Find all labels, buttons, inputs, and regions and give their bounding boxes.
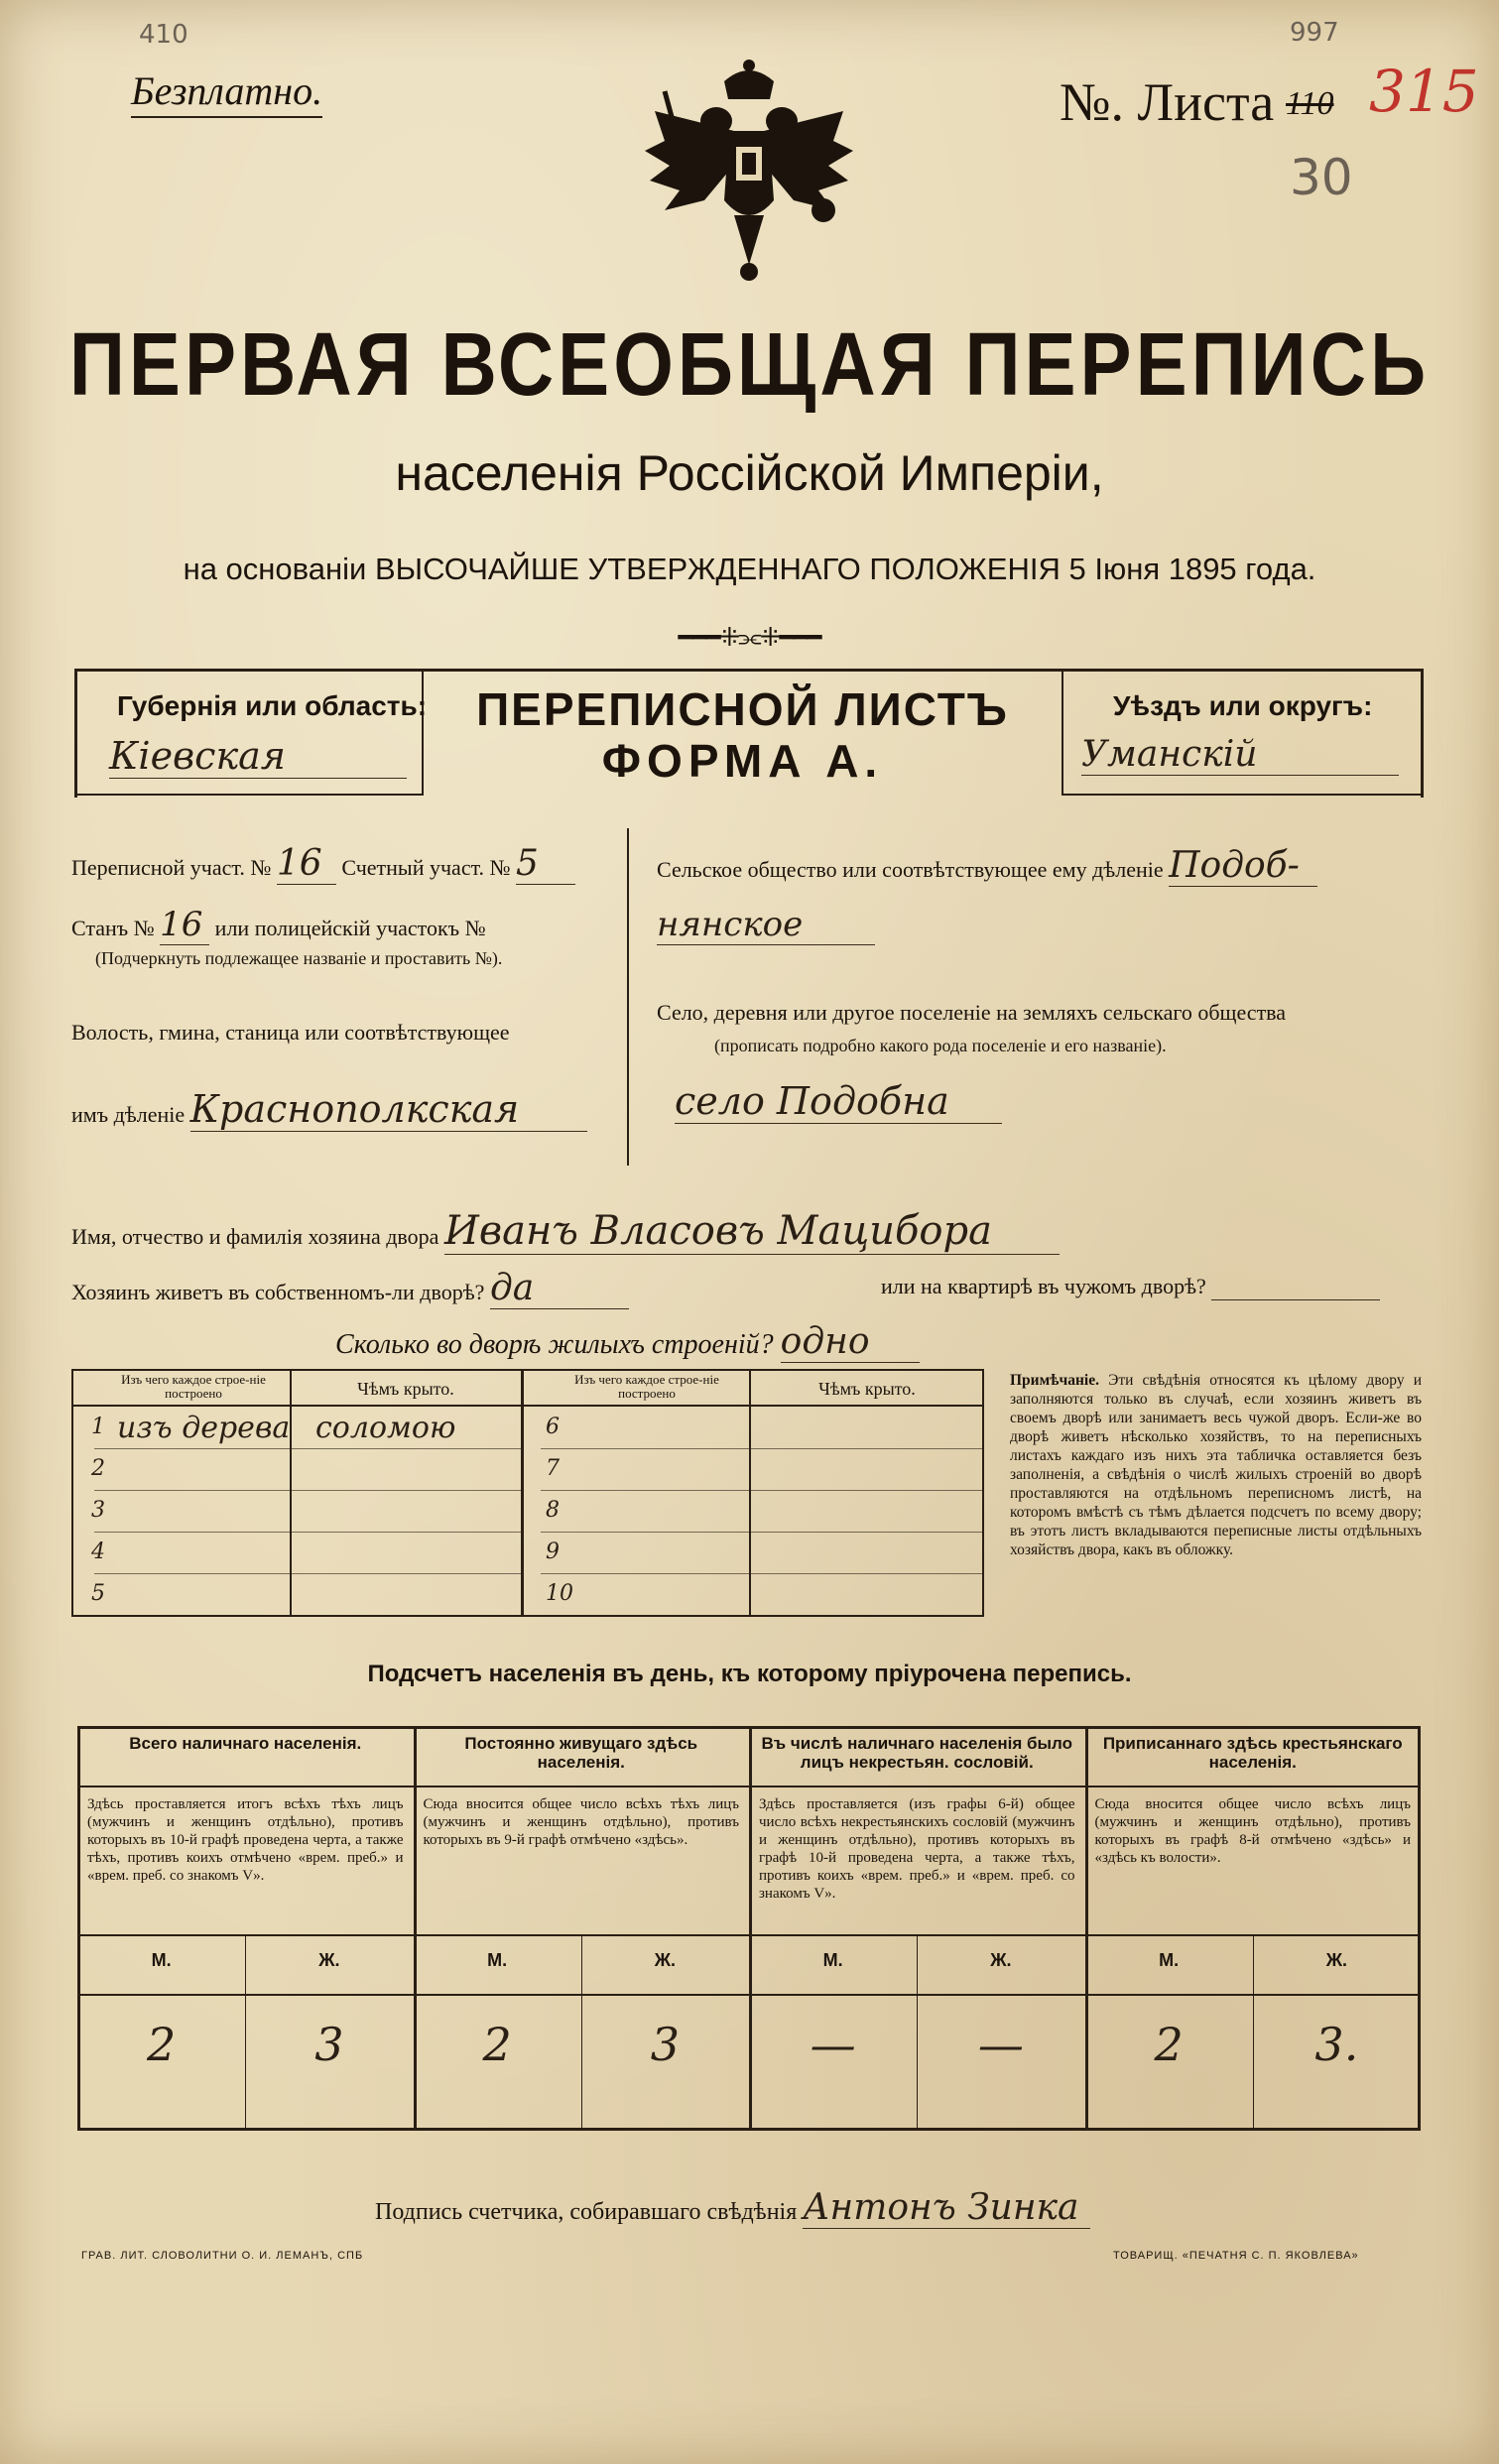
form-top-rule xyxy=(74,669,1424,672)
count-zh-value: — xyxy=(977,2018,1024,2071)
obshchestvo-value-cont: нянское xyxy=(657,905,875,945)
buildings-row-line xyxy=(94,1490,521,1491)
buildings-row-line xyxy=(541,1490,984,1491)
uezd-label: Уѣздъ или округъ: xyxy=(1113,690,1373,721)
count-zh-label: Ж. xyxy=(318,1950,340,1970)
uezd-value: Уманскій xyxy=(1081,734,1399,776)
volost-row: имъ дѣленіе Краснополкская xyxy=(71,1087,587,1132)
building-row-number: 6 xyxy=(546,1415,560,1439)
count-zh-value: 3 xyxy=(650,2018,681,2071)
count-m-label: М. xyxy=(822,1950,843,1970)
building-row-number: 1 xyxy=(91,1415,105,1439)
count-col-heading: Всего наличнаго населенія. xyxy=(129,1734,362,1753)
count-zh-label: Ж. xyxy=(990,1950,1012,1970)
building-row-number: 7 xyxy=(546,1456,560,1481)
count-m-value: 2 xyxy=(146,2018,177,2071)
sheet-no-red: 315 xyxy=(1369,58,1479,125)
col-material-right: Изъ чего каждое строе-ніе построено xyxy=(574,1372,719,1401)
imperial-eagle-emblem xyxy=(635,52,863,290)
building-row-number: 10 xyxy=(546,1581,573,1606)
col-roof-left: Чѣмъ крыто. xyxy=(357,1379,454,1399)
count-heading-line xyxy=(414,1786,750,1787)
buildings-row-line xyxy=(541,1615,984,1616)
buildings-row-line xyxy=(541,1573,984,1574)
buildings-row-line xyxy=(94,1448,521,1449)
owner-name-row: Имя, отчество и фамилія хозяина двора Иванъ Власовъ Мацибора xyxy=(71,1208,1060,1255)
col-material-left: Изъ чего каждое строе-ніе построено xyxy=(121,1372,266,1401)
corner-pencil-left: 410 xyxy=(139,20,188,50)
buildings-row-line xyxy=(541,1448,984,1449)
fields-divider xyxy=(627,828,629,1166)
selo-value: село Подобна xyxy=(675,1079,1002,1124)
count-title: Подсчетъ населенія въ день, къ которому пріурочена перепись. xyxy=(367,1661,1132,1687)
perepisnoi-value: 16 xyxy=(277,843,336,885)
selo-label: Село, деревня или другое поселеніе на земляхъ сельскаго общества xyxy=(657,1000,1287,1025)
perepisnoi-row: Переписной участ. № 16 Счетный участ. № 5 xyxy=(71,843,575,885)
sheet-no-pencil: 30 xyxy=(1290,149,1353,206)
ornament-divider: ━━━⁜⫘⁜━━━ xyxy=(678,623,820,652)
count-col-desc: Здѣсь проставляется (изъ графы 6-й) общее число всѣхъ некрестьянскихъ сословій (мужчинъ и женщинъ отдѣльно), противъ которыхъ въ графѣ 10-й проведена черта, а также тѣхъ, противъ коихъ «врем. преб.» и «врем. преб. со знакомъ V». xyxy=(759,1796,1075,1902)
building-row-number: 8 xyxy=(546,1498,560,1523)
police-note: (Подчеркнуть подлежащее названіе и проставить №). xyxy=(95,948,503,968)
page-title: ПЕРВАЯ ВСЕОБЩАЯ ПЕРЕПИСЬ xyxy=(68,313,1431,415)
count-zh-label: Ж. xyxy=(1325,1950,1348,1970)
building-roof: соломою xyxy=(315,1411,456,1445)
printer-left: ГРАВ. ЛИТ. СЛОВОЛИТНИ О. И. ЛЕМАНЪ, СПБ xyxy=(81,2250,364,2262)
schetny-value: 5 xyxy=(516,843,575,885)
building-row-number: 2 xyxy=(91,1456,105,1481)
form-title: ПЕРЕПИСНОЙ ЛИСТЪ xyxy=(476,683,1009,735)
buildings-value: одно xyxy=(781,1321,920,1363)
volost-value: Краснополкская xyxy=(190,1087,587,1132)
signature-value: Антонъ Зинка xyxy=(803,2187,1090,2229)
form-subtitle: ФОРМА А. xyxy=(601,735,884,787)
obshchestvo-row: Сельское общество или соотвѣтствующее ему дѣленіе Подоб- xyxy=(657,845,1317,887)
count-heading-line xyxy=(77,1786,414,1787)
building-row-number: 3 xyxy=(91,1498,105,1523)
buildings-row-line xyxy=(94,1532,521,1533)
owner-name-value: Иванъ Власовъ Мацибора xyxy=(444,1208,1060,1255)
printer-right: ТОВАРИЩ. «ПЕЧАТНЯ С. П. ЯКОВЛЕВА» xyxy=(1113,2250,1359,2262)
building-row-number: 4 xyxy=(91,1540,105,1564)
count-zh-value: 3 xyxy=(314,2018,344,2071)
count-m-label: М. xyxy=(151,1950,172,1970)
decree-line: на основаніи ВЫСОЧАЙШЕ УТВЕРЖДЕННАГО ПОЛОЖЕНІЯ 5 Іюня 1895 года. xyxy=(183,552,1316,586)
gubernia-label: Губернія или область: xyxy=(117,690,428,721)
stan-row: Станъ № 16 или полицейскій участокъ № xyxy=(71,905,486,944)
other-yard-row: или на квартирѣ въ чужомъ дворѣ? xyxy=(881,1274,1380,1300)
free-label: Безплатно. xyxy=(131,67,322,118)
count-zh-value: 3. xyxy=(1314,2018,1359,2071)
col-roof-right: Чѣмъ крыто. xyxy=(818,1379,916,1399)
volost-label: Волость, гмина, станица или соотвѣтствующее xyxy=(71,1020,510,1045)
count-col-heading: Постоянно живущаго здѣсь населенія. xyxy=(464,1734,698,1772)
count-zh-label: Ж. xyxy=(654,1950,677,1970)
count-col-heading: Приписаннаго здѣсь крестьянскаго населенія. xyxy=(1102,1734,1403,1772)
count-col-heading: Въ числѣ наличнаго населенія было лицъ некрестьян. сословій. xyxy=(761,1734,1072,1772)
corner-pencil-right: 997 xyxy=(1290,18,1339,48)
count-col-desc: Здѣсь проставляется итогъ всѣхъ тѣхъ лицъ (мужчинъ и женщинъ отдѣльно), противъ которыхъ въ 10-й графѣ проведена черта, а также тѣхъ, противъ коихъ отмѣчено «врем. преб.» и «врем. преб. со знакомъ V». xyxy=(87,1796,404,1884)
count-col-desc: Сюда вносится общее число всѣхъ тѣхъ лицъ (мужчинъ и женщинъ отдѣльно), противъ которыхъ въ 9-й графѣ отмѣчено «здѣсь». xyxy=(423,1796,739,1848)
gubernia-value: Кіевская xyxy=(109,734,407,779)
buildings-row-line xyxy=(94,1615,521,1616)
count-heading-line xyxy=(749,1786,1085,1787)
count-col-desc: Сюда вносится общее число всѣхъ лицъ (мужчинъ и женщинъ отдѣльно), противъ которыхъ въ графѣ 8-й отмѣчено «здѣсь» и «здѣсь къ волости». xyxy=(1094,1796,1411,1866)
buildings-row-line xyxy=(541,1532,984,1533)
count-heading-line xyxy=(1085,1786,1422,1787)
selo-note: (прописать подробно какого рода поселеніе и его названіе). xyxy=(714,1036,1167,1055)
buildings-note: Примѣчаніе. Эти свѣдѣнія относятся къ цѣлому двору и заполняются только въ случаѣ, если хозяинъ живетъ въ своемъ дворѣ или занимаетъ весь чужой дворъ. Если-же во дворѣ живетъ нѣсколько хозяйствъ, то на переписныхъ листахъ каждаго изъ нихъ эта табличка оставляется безъ заполненія, а свѣдѣнія о числѣ жилыхъ строеній во дворѣ проставляются на отдѣльномъ переписномъ листѣ, на которомъ вмѣстѣ съ тѣмъ дѣлается подсчетъ по всему двору; въ этотъ листъ вкладываются переписные листы отдѣльныхъ хозяйствъ двора, какъ въ обложку. xyxy=(1010,1372,1423,1558)
count-m-label: М. xyxy=(487,1950,508,1970)
buildings-row-line xyxy=(94,1573,521,1574)
sheet-no-label: №. Листа xyxy=(1060,72,1275,132)
count-m-value: 2 xyxy=(1154,2018,1184,2071)
building-material: изъ дерева xyxy=(117,1411,291,1445)
signature-row: Подпись счетчика, собиравшаго свѣдѣнія Антонъ Зинка xyxy=(375,2187,1090,2229)
page-subtitle: населенія Россійской Имперіи, xyxy=(395,445,1104,501)
building-row-number: 5 xyxy=(91,1581,105,1606)
stan-value: 16 xyxy=(160,905,209,945)
count-m-label: М. xyxy=(1159,1950,1180,1970)
count-m-value: — xyxy=(810,2018,856,2071)
own-yard-row: Хозяинъ живетъ въ собственномъ-ли дворѣ? да xyxy=(71,1268,629,1309)
obshchestvo-value: Подоб- xyxy=(1169,845,1317,887)
count-m-value: 2 xyxy=(482,2018,512,2071)
buildings-row: Сколько во дворѣ жилыхъ строеній? одно xyxy=(335,1321,920,1363)
own-yard-value: да xyxy=(490,1268,629,1309)
sheet-no-struck: 110 xyxy=(1286,85,1334,122)
building-row-number: 9 xyxy=(546,1540,560,1564)
